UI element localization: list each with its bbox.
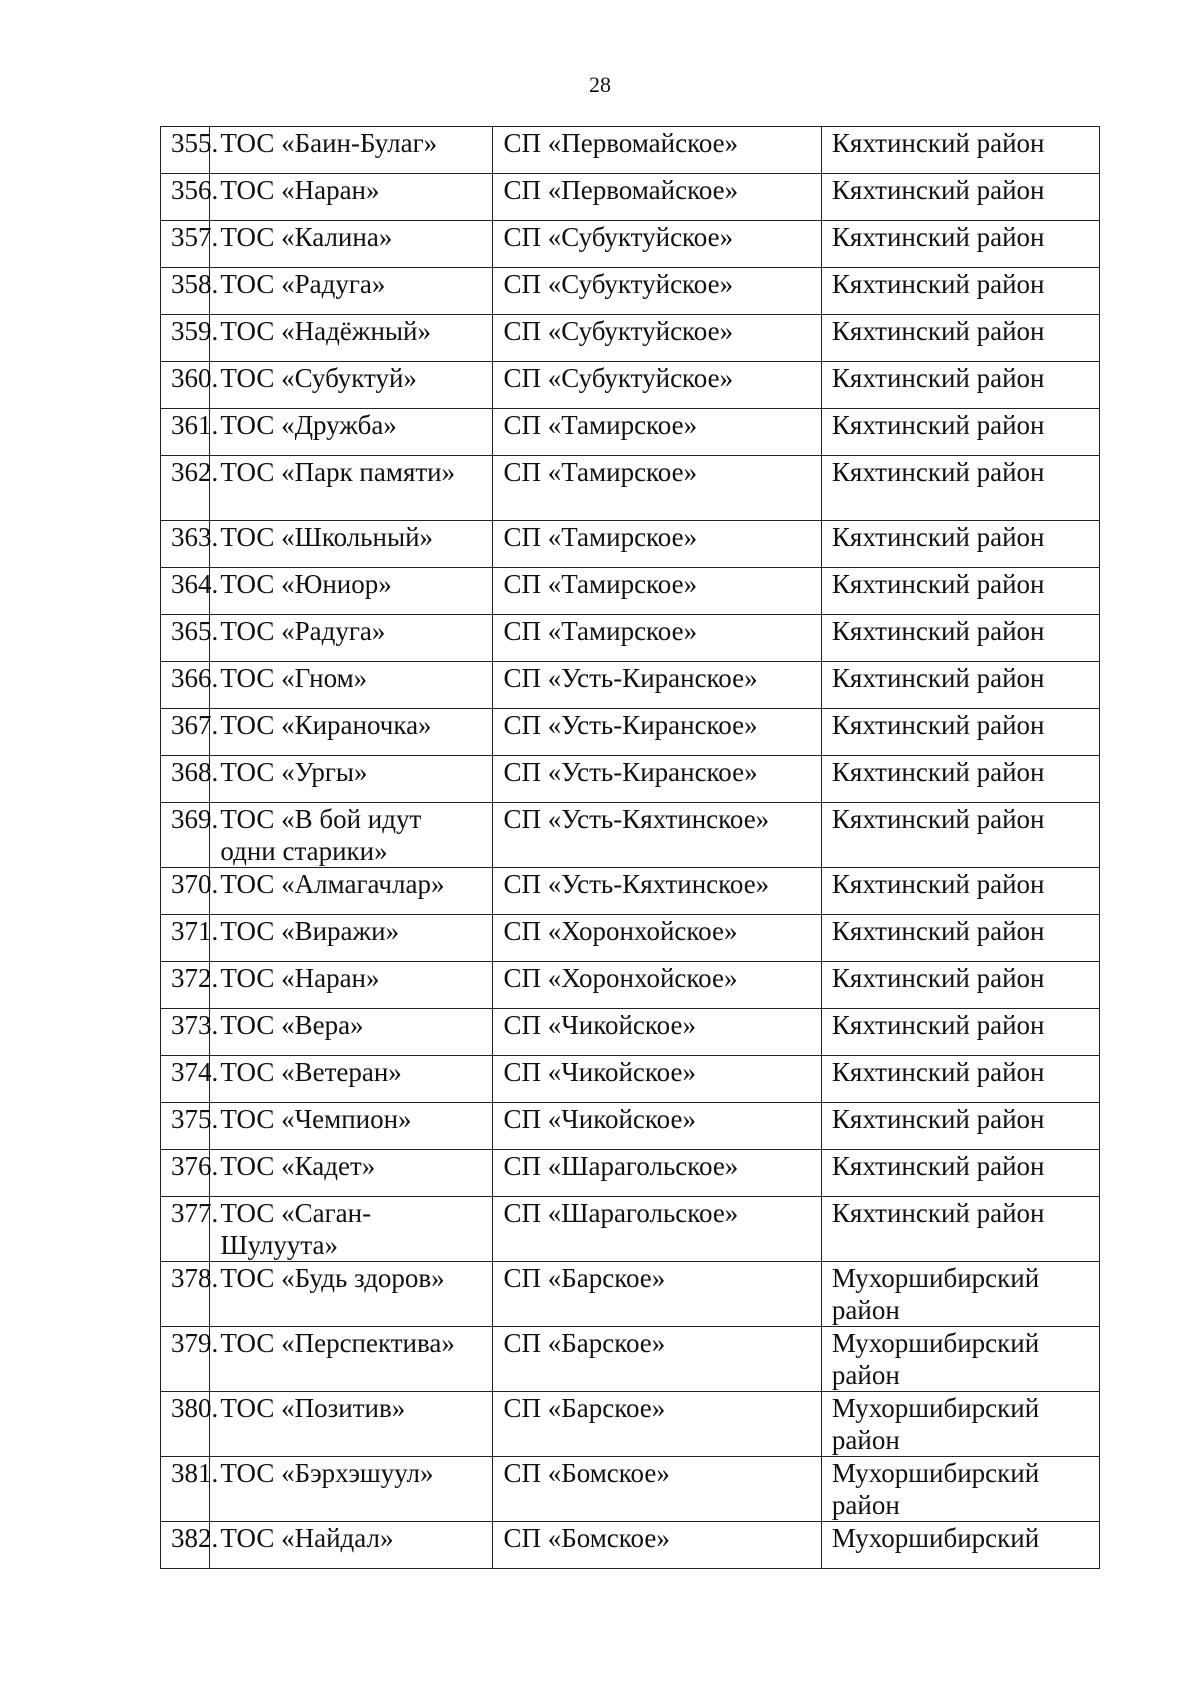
tos-name-cell: ТОС «Чемпион» (210, 1103, 493, 1150)
settlement-cell: СП «Хоронхойское» (493, 962, 821, 1009)
table-row (161, 803, 1100, 868)
tos-name-cell: ТОС «Надёжный» (210, 315, 493, 362)
district-cell: Кяхтинский район (821, 1150, 1099, 1197)
settlement-cell: СП «Чикойское» (493, 1009, 821, 1056)
tos-name-cell: ТОС «Будь здоров» (210, 1262, 493, 1327)
table-row (161, 174, 1100, 221)
district-cell: Мухоршибирский район (821, 1392, 1099, 1457)
row-number-cell: 371. (161, 915, 210, 962)
district-cell: Кяхтинский район (821, 568, 1099, 615)
settlement-cell: СП «Бомское» (493, 1522, 821, 1569)
tos-name-cell: ТОС «Ургы» (210, 756, 493, 803)
settlement-cell: СП «Чикойское» (493, 1103, 821, 1150)
row-number-cell: 366. (161, 662, 210, 709)
settlement-cell: СП «Барское» (493, 1327, 821, 1392)
district-cell: Кяхтинский район (821, 1103, 1099, 1150)
tos-name-cell: ТОС «Баин-Булаг» (210, 127, 493, 174)
row-number-cell: 370. (161, 868, 210, 915)
page-number: 28 (589, 72, 611, 97)
row-number-cell: 358. (161, 268, 210, 315)
row-number-cell: 373. (161, 1009, 210, 1056)
district-cell: Кяхтинский район (821, 174, 1099, 221)
tos-name-cell: ТОС «Найдал» (210, 1522, 493, 1569)
tos-name-cell: ТОС «Наран» (210, 962, 493, 1009)
table-row (161, 915, 1100, 962)
table-row (161, 315, 1100, 362)
tos-name-cell: ТОС «Кираночка» (210, 709, 493, 756)
table-row (161, 756, 1100, 803)
table-body (161, 127, 1100, 1569)
district-cell: Кяхтинский район (821, 1056, 1099, 1103)
tos-name-cell: ТОС «Радуга» (210, 615, 493, 662)
district-cell: Кяхтинский район (821, 1009, 1099, 1056)
tos-name-cell: ТОС «Юниор» (210, 568, 493, 615)
tos-name-cell: ТОС «Алмагачлар» (210, 868, 493, 915)
tos-registry-table (160, 126, 1100, 1569)
table-row (161, 1009, 1100, 1056)
district-cell: Кяхтинский район (821, 915, 1099, 962)
tos-name-cell: ТОС «Гном» (210, 662, 493, 709)
row-number-cell: 356. (161, 174, 210, 221)
row-number-cell: 365. (161, 615, 210, 662)
row-number-cell: 357. (161, 221, 210, 268)
settlement-cell: СП «Усть-Кяхтинское» (493, 803, 821, 868)
district-cell: Мухоршибирский район (821, 1262, 1099, 1327)
tos-name-cell: ТОС «Бэрхэшуул» (210, 1457, 493, 1522)
tos-name-cell: ТОС «Саган-Шулуута» (210, 1197, 493, 1262)
settlement-cell: СП «Тамирское» (493, 521, 821, 568)
tos-name-cell: ТОС «Виражи» (210, 915, 493, 962)
table-row (161, 1522, 1100, 1569)
settlement-cell: СП «Шарагольское» (493, 1150, 821, 1197)
row-number-cell: 369. (161, 803, 210, 868)
table-row (161, 1457, 1100, 1522)
row-number-cell: 377. (161, 1197, 210, 1262)
district-cell: Кяхтинский район (821, 756, 1099, 803)
settlement-cell: СП «Хоронхойское» (493, 915, 821, 962)
row-number-cell: 360. (161, 362, 210, 409)
row-number-cell: 379. (161, 1327, 210, 1392)
row-number-cell: 381. (161, 1457, 210, 1522)
district-cell: Кяхтинский район (821, 521, 1099, 568)
table-row (161, 409, 1100, 456)
tos-name-cell: ТОС «Парк памяти» (210, 456, 493, 521)
district-cell: Кяхтинский район (821, 409, 1099, 456)
settlement-cell: СП «Субуктуйское» (493, 221, 821, 268)
settlement-cell: СП «Тамирское» (493, 456, 821, 521)
table-row (161, 962, 1100, 1009)
settlement-cell: СП «Бомское» (493, 1457, 821, 1522)
settlement-cell: СП «Барское» (493, 1262, 821, 1327)
row-number-cell: 363. (161, 521, 210, 568)
settlement-cell: СП «Усть-Кяхтинское» (493, 868, 821, 915)
row-number-cell: 378. (161, 1262, 210, 1327)
tos-name-cell: ТОС «Наран» (210, 174, 493, 221)
settlement-cell: СП «Усть-Киранское» (493, 662, 821, 709)
tos-name-cell: ТОС «Кадет» (210, 1150, 493, 1197)
tos-name-cell: ТОС «Позитив» (210, 1392, 493, 1457)
district-cell: Кяхтинский район (821, 268, 1099, 315)
table-row (161, 1150, 1100, 1197)
table-row (161, 1103, 1100, 1150)
row-number-cell: 380. (161, 1392, 210, 1457)
table-row (161, 1262, 1100, 1327)
district-cell: Мухоршибирский район (821, 1327, 1099, 1392)
tos-name-cell: ТОС «Ветеран» (210, 1056, 493, 1103)
row-number-cell: 355. (161, 127, 210, 174)
table-row (161, 1056, 1100, 1103)
table-row (161, 268, 1100, 315)
table-row (161, 868, 1100, 915)
table-row (161, 221, 1100, 268)
settlement-cell: СП «Субуктуйское» (493, 315, 821, 362)
row-number-cell: 374. (161, 1056, 210, 1103)
district-cell: Кяхтинский район (821, 315, 1099, 362)
district-cell: Мухоршибирский район (821, 1457, 1099, 1522)
tos-name-cell: ТОС «Калина» (210, 221, 493, 268)
tos-name-cell: ТОС «Школьный» (210, 521, 493, 568)
district-cell: Мухоршибирский (821, 1522, 1099, 1569)
settlement-cell: СП «Первомайское» (493, 174, 821, 221)
row-number-cell: 359. (161, 315, 210, 362)
settlement-cell: СП «Барское» (493, 1392, 821, 1457)
district-cell: Кяхтинский район (821, 362, 1099, 409)
district-cell: Кяхтинский район (821, 1197, 1099, 1262)
table-row (161, 1197, 1100, 1262)
table-row (161, 456, 1100, 521)
tos-name-cell: ТОС «Субуктуй» (210, 362, 493, 409)
table-row (161, 662, 1100, 709)
district-cell: Кяхтинский район (821, 962, 1099, 1009)
table-row (161, 1327, 1100, 1392)
tos-name-cell: ТОС «Вера» (210, 1009, 493, 1056)
settlement-cell: СП «Тамирское» (493, 615, 821, 662)
row-number-cell: 375. (161, 1103, 210, 1150)
tos-name-cell: ТОС «В бой идут одни старики» (210, 803, 493, 868)
row-number-cell: 372. (161, 962, 210, 1009)
settlement-cell: СП «Субуктуйское» (493, 362, 821, 409)
district-cell: Кяхтинский район (821, 456, 1099, 521)
row-number-cell: 367. (161, 709, 210, 756)
table-row (161, 362, 1100, 409)
settlement-cell: СП «Субуктуйское» (493, 268, 821, 315)
tos-name-cell: ТОС «Радуга» (210, 268, 493, 315)
settlement-cell: СП «Шарагольское» (493, 1197, 821, 1262)
settlement-cell: СП «Тамирское» (493, 568, 821, 615)
district-cell: Кяхтинский район (821, 615, 1099, 662)
tos-name-cell: ТОС «Перспектива» (210, 1327, 493, 1392)
table-row (161, 568, 1100, 615)
row-number-cell: 376. (161, 1150, 210, 1197)
row-number-cell: 361. (161, 409, 210, 456)
row-number-cell: 382. (161, 1522, 210, 1569)
settlement-cell: СП «Тамирское» (493, 409, 821, 456)
table-row (161, 615, 1100, 662)
settlement-cell: СП «Усть-Киранское» (493, 709, 821, 756)
table-row (161, 127, 1100, 174)
district-cell: Кяхтинский район (821, 127, 1099, 174)
district-cell: Кяхтинский район (821, 803, 1099, 868)
table-row (161, 709, 1100, 756)
table-row (161, 521, 1100, 568)
row-number-cell: 362. (161, 456, 210, 521)
row-number-cell: 368. (161, 756, 210, 803)
district-cell: Кяхтинский район (821, 709, 1099, 756)
district-cell: Кяхтинский район (821, 221, 1099, 268)
settlement-cell: СП «Усть-Киранское» (493, 756, 821, 803)
settlement-cell: СП «Чикойское» (493, 1056, 821, 1103)
district-cell: Кяхтинский район (821, 868, 1099, 915)
tos-name-cell: ТОС «Дружба» (210, 409, 493, 456)
row-number-cell: 364. (161, 568, 210, 615)
settlement-cell: СП «Первомайское» (493, 127, 821, 174)
table-row (161, 1392, 1100, 1457)
district-cell: Кяхтинский район (821, 662, 1099, 709)
